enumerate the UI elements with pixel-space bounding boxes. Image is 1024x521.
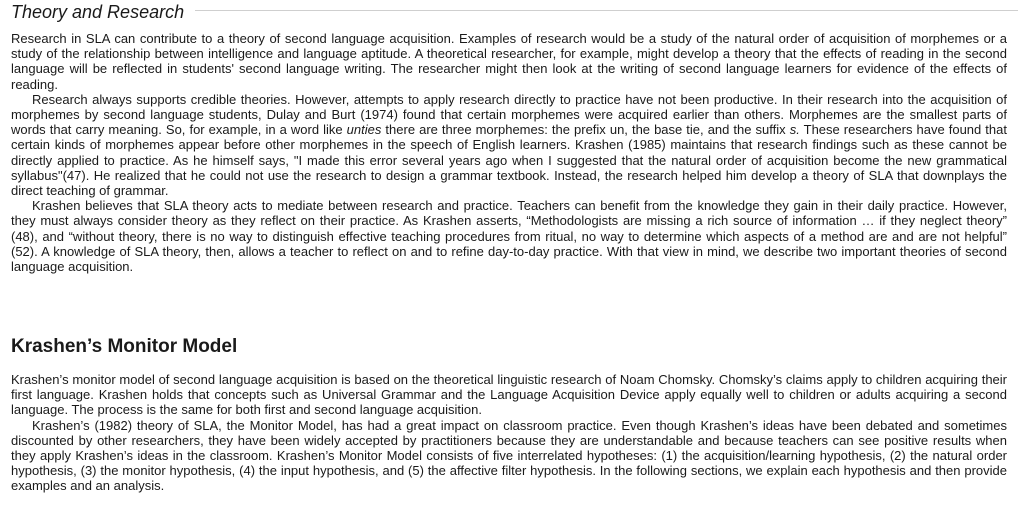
section-title-monitor-model: Krashen’s Monitor Model bbox=[11, 336, 238, 357]
paragraph-2-text-c: These researchers have found that certain kinds of morphemes appear before other morphemes in the speech of English learners. Krashen (1985) maintains that research findings such as these cannot be directly applied to practice. As he himself says, "I made this error several years ago when I suggested that the natural order of acquisition become the new grammatical syllabus"(47). He realized that he could not use the research to design a grammar textbook. Instead, the research helped him develop a theory of SLA that downplays the direct teaching of grammar. bbox=[11, 122, 1007, 199]
section-title-theory-research: Theory and Research bbox=[11, 2, 185, 22]
paragraph-2-text-b: there are three morphemes: the prefix un, the base tie, and the suffix bbox=[381, 122, 790, 138]
section-body-monitor-model bbox=[11, 372, 1007, 494]
paragraph-5: Krashen’s (1982) theory of SLA, the Monitor Model, has had a great impact on classroom practice. Even though Krashen’s ideas have been debated and sometimes discounted by other researchers, they have been widely accepted by practitioners because they are understandable and because teachers can see positive results when they apply Krashen’s ideas in the classroom. Krashen’s Monitor Model consists of five interrelated hypotheses: (1) the acquisition/learning hypothesis, (2) the natural order hypothesis, (3) the monitor hypothesis, (4) the input hypothesis, and (5) the affective filter hypothesis. In the following sections, we explain each hypothesis and then provide examples and an analysis. bbox=[11, 417, 1007, 494]
paragraph-4: Krashen’s monitor model of second language acquisition is based on the theoretical linguistic research of Noam Chomsky. Chomsky’s claims apply to children acquiring their first language. Krashen holds that concepts such as Universal Grammar and the Language Acquisition Device apply equally well to children or adults acquiring a second language. The process is the same for both first and second language acquisition. bbox=[11, 372, 1007, 418]
section-body-theory-research bbox=[11, 31, 1007, 274]
suffix-s: s. bbox=[789, 122, 800, 138]
paragraph-1: Research in SLA can contribute to a theory of second language acquisition. Examples of research would be a study of the natural order of acquisition of morphemes or a study of the relationship between intelligence and language aptitude. A theoretical researcher, for example, might develop a theory that the effects of reading in the second language will be reflected in students' second language writing. The researcher might then look at the writing of second language learners for evidence of the effects of reading. bbox=[11, 31, 1007, 92]
word-unties: unties bbox=[346, 122, 382, 138]
paragraph-3: Krashen believes that SLA theory acts to mediate between research and practice. Teachers can benefit from the knowledge they gain in their daily practice. However, they must always consider theory as they reflect on their practice. As Krashen asserts, “Methodologists are missing a rich source of information … if they neglect theory” (48), and “without theory, there is no way to distinguish effective teaching procedures from ritual, no way to determine which aspects of a method are and are not helpful” (52). A knowledge of SLA theory, then, allows a teacher to reflect on and to refine day-to-day practice. With that view in mind, we describe two important theories of second language acquisition. bbox=[11, 198, 1007, 275]
title-divider bbox=[195, 10, 1018, 11]
paragraph-2-text-a: Research always supports credible theories. However, attempts to apply research directly to practice have not been productive. In their research into the acquisition of morphemes by second language students, Dulay and Burt (1974) found that certain morphemes were acquired earlier than others. Morphemes are the smallest parts of words that carry meaning. So, for example, in a word like bbox=[11, 91, 1007, 138]
paragraph-2 bbox=[11, 92, 1007, 198]
